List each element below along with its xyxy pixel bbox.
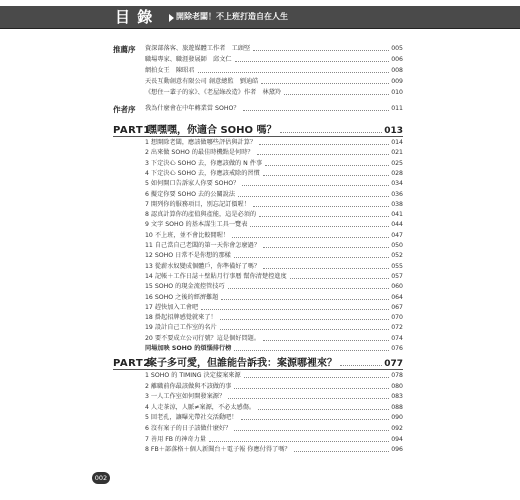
- toc-entry[interactable]: 19 設計自己工作室的名片 072: [145, 324, 403, 332]
- toc-entry[interactable]: 5 如何開口告訴家人你要 SOHO？ 034: [145, 180, 403, 188]
- author-preface-label: 作者序: [113, 105, 136, 114]
- toc-entry[interactable]: 3 下定決心 SOHO 去，你應該做的 N 件事 025: [145, 159, 403, 167]
- toc-entry[interactable]: 10 不上班，並不會比較閒喔！ 047: [145, 231, 403, 239]
- toc-entry[interactable]: 6 沒有案子的日子該做什麼好？ 092: [145, 425, 403, 432]
- toc-entry[interactable]: 7 開列你的服務項目，別忘記訂價喔！ 038: [145, 200, 403, 208]
- toc-entry[interactable]: 《想住一輩子的家》、《老屋綠改造》作者 林黛羚 010: [145, 89, 403, 96]
- toc-entry[interactable]: 2 離職前你最該做與不該做的事 080: [145, 382, 403, 390]
- toc-entry[interactable]: 16 SOHO 之後的經濟難題 064: [145, 293, 403, 301]
- toc-entry[interactable]: 我為什麼會在中年轉業當 SOHO？ 011: [145, 105, 403, 112]
- toc-entry[interactable]: 7 善用 FB 的神奇力量 094: [145, 435, 403, 443]
- toc-entry[interactable]: 4 人走茶涼，人脈≠案源，不必太感傷。 088: [145, 403, 403, 411]
- toc-entry[interactable]: 12 SOHO 日常不是你想的那樣 052: [145, 252, 403, 260]
- toc-entry[interactable]: 4 下定決心 SOHO 去，你應該戒除的習慣 028: [145, 169, 403, 177]
- toc-entry[interactable]: 網拍女王 陳昭君 008: [145, 67, 403, 74]
- toc-entry[interactable]: 同場加映 SOHO 的煩惱排行榜 076: [145, 345, 403, 352]
- toc-entry[interactable]: 17 趕快加入工會吧 067: [145, 303, 403, 311]
- toc-entry[interactable]: 2 出來做 SOHO 的最佳時機點是何時？ 021: [145, 149, 403, 157]
- toc-header-bar: [0, 6, 520, 29]
- toc-entry[interactable]: 職場專家、職涯發展師 邱文仁 006: [145, 56, 403, 63]
- toc-entry[interactable]: 18 掛起招牌感覺就來了！ 070: [145, 314, 403, 322]
- book-subtitle: 開除老闆！不上班打造自在人生: [176, 12, 288, 21]
- toc-entry[interactable]: 11 自己當自己老闆的第一天你會怎麼過？ 050: [145, 242, 403, 249]
- toc-entry[interactable]: 天長互動創意有限公司 創意總監 劉迪皓 009: [145, 78, 403, 85]
- toc-entry[interactable]: 資深部落客、旅遊媒體工作者 工頭堅 005: [145, 45, 403, 52]
- part-heading[interactable]: PART1 嘿嘿嘿，你適合 SOHO 嗎？ 013: [113, 122, 403, 137]
- page-number: 002: [92, 472, 110, 484]
- recommend-label: 推薦序: [113, 45, 136, 54]
- toc-entry[interactable]: 14 記帳＋工作日誌＋壁貼月行事曆 幫你清楚控進度 057: [145, 272, 403, 280]
- toc-entry[interactable]: 8 認真計算你的產值與產能，這是必須的 041: [145, 211, 403, 219]
- triangle-bullet-icon: [169, 14, 174, 22]
- toc-entry[interactable]: 1 想開除老闆，應該做哪些評估與計算？ 014: [145, 139, 403, 146]
- part-heading[interactable]: PART2 案子多可愛，但誰能告訴我：案源哪裡來？ 077: [113, 355, 403, 370]
- toc-entry[interactable]: 15 SOHO 的現金流控管技巧 060: [145, 283, 403, 291]
- toc-entry[interactable]: 6 擬定你要 SOHO 去的公關說法 036: [145, 190, 403, 198]
- toc-entry[interactable]: 3 一人工作室如何開發案源？ 083: [145, 393, 403, 401]
- toc-entry[interactable]: 8 FB＋部落格＋個人新聞台＋電子報 你應付得了嗎？ 096: [145, 446, 403, 454]
- toc-entry[interactable]: 1 SOHO 的 TIMING 決定接案來源 078: [145, 372, 403, 379]
- toc-title: 目 錄: [115, 8, 154, 26]
- toc-entry[interactable]: 20 要不要成立公司行號？這是個好問題。 074: [145, 334, 403, 342]
- toc-entry[interactable]: 9 文字 SOHO 的基本謀生工具一覽表 044: [145, 221, 403, 229]
- toc-entry[interactable]: 13 從薪水奴變成個體戶，你準備好了嗎？ 055: [145, 262, 403, 270]
- toc-entry[interactable]: 5 回老孔，讓曝光帶社交活動吧！ 090: [145, 414, 403, 422]
